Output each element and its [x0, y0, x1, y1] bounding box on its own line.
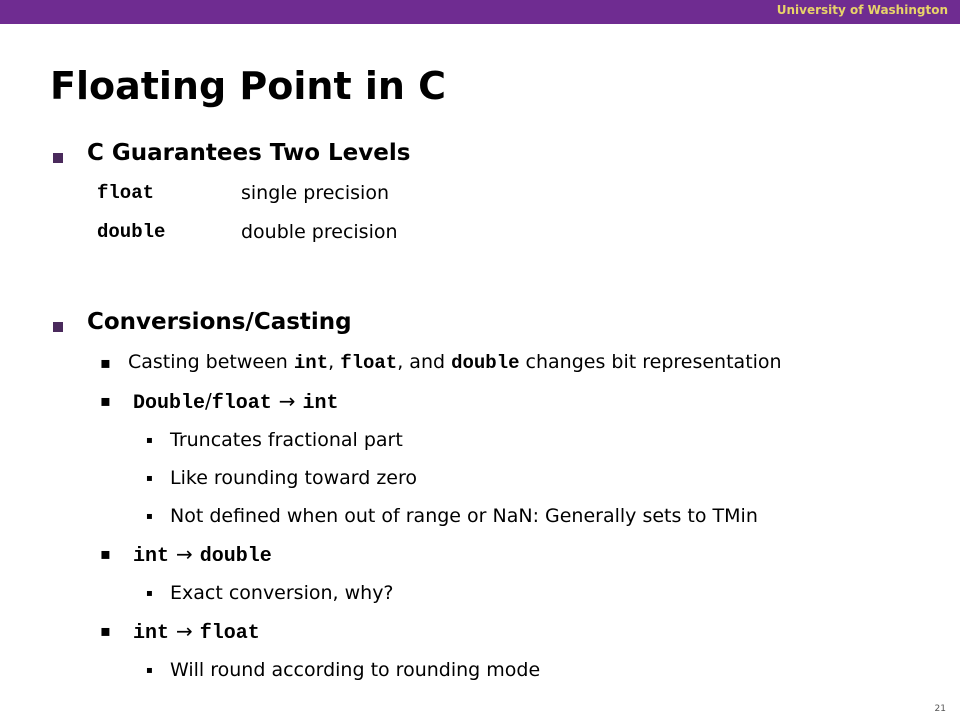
bullet-square-icon: ▪ [146, 473, 153, 484]
casting-comma: , [328, 351, 341, 373]
bullet-square-icon: ▪ [146, 588, 153, 599]
code-double: double [451, 352, 520, 374]
bullet-square-icon [53, 322, 63, 332]
code-int: int [293, 352, 329, 374]
casting-text-mid: , and [397, 351, 452, 373]
code-Double: Double [133, 392, 206, 415]
code-float: float [199, 622, 260, 645]
type-float: float [97, 182, 155, 204]
bullet-square-icon: ▪ [146, 665, 153, 676]
code-double: double [199, 545, 272, 568]
type-double: double [97, 221, 166, 243]
desc-double-precision: double precision [241, 221, 398, 243]
bullet-square-icon: ▪ [146, 511, 153, 522]
conv-int-to-double [133, 542, 272, 568]
code-int: int [133, 622, 170, 645]
arrow-right-icon: → [278, 389, 296, 413]
casting-text-post: changes bit representation [519, 351, 782, 373]
bullet-square-icon: ▪ [146, 435, 153, 446]
bullet-square-icon: ▪ [100, 544, 111, 563]
list-item: Not defined when out of range or NaN: Generally sets to TMin [170, 505, 758, 527]
page-number: 21 [934, 704, 946, 714]
code-int: int [302, 392, 339, 415]
section-heading-levels: C Guarantees Two Levels [87, 140, 411, 166]
arrow-right-icon: → [175, 542, 193, 566]
page-title: Floating Point in C [50, 64, 447, 108]
bullet-square-icon: ▪ [100, 391, 111, 410]
arrow-right-icon: → [175, 619, 193, 643]
bullet-square-icon [53, 153, 63, 163]
code-float: float [211, 392, 272, 415]
conv-int-to-float [133, 619, 260, 645]
bullet-square-icon: ▪ [100, 621, 111, 640]
header-bar [0, 0, 960, 24]
bullet-square-icon: ▪ [100, 353, 111, 372]
casting-text-pre: Casting between [128, 351, 294, 373]
code-float: float [340, 352, 398, 374]
section-heading-conversions: Conversions/Casting [87, 309, 352, 335]
desc-single-precision: single precision [241, 182, 390, 204]
casting-line [128, 351, 782, 374]
list-item: Truncates fractional part [170, 429, 403, 451]
conv-double-float-to-int [133, 389, 339, 415]
slash: / [205, 389, 212, 413]
institution-label: University of Washington [776, 3, 948, 17]
list-item: Exact conversion, why? [170, 582, 394, 604]
list-item: Like rounding toward zero [170, 467, 418, 489]
code-int: int [133, 545, 170, 568]
list-item: Will round according to rounding mode [170, 659, 541, 681]
